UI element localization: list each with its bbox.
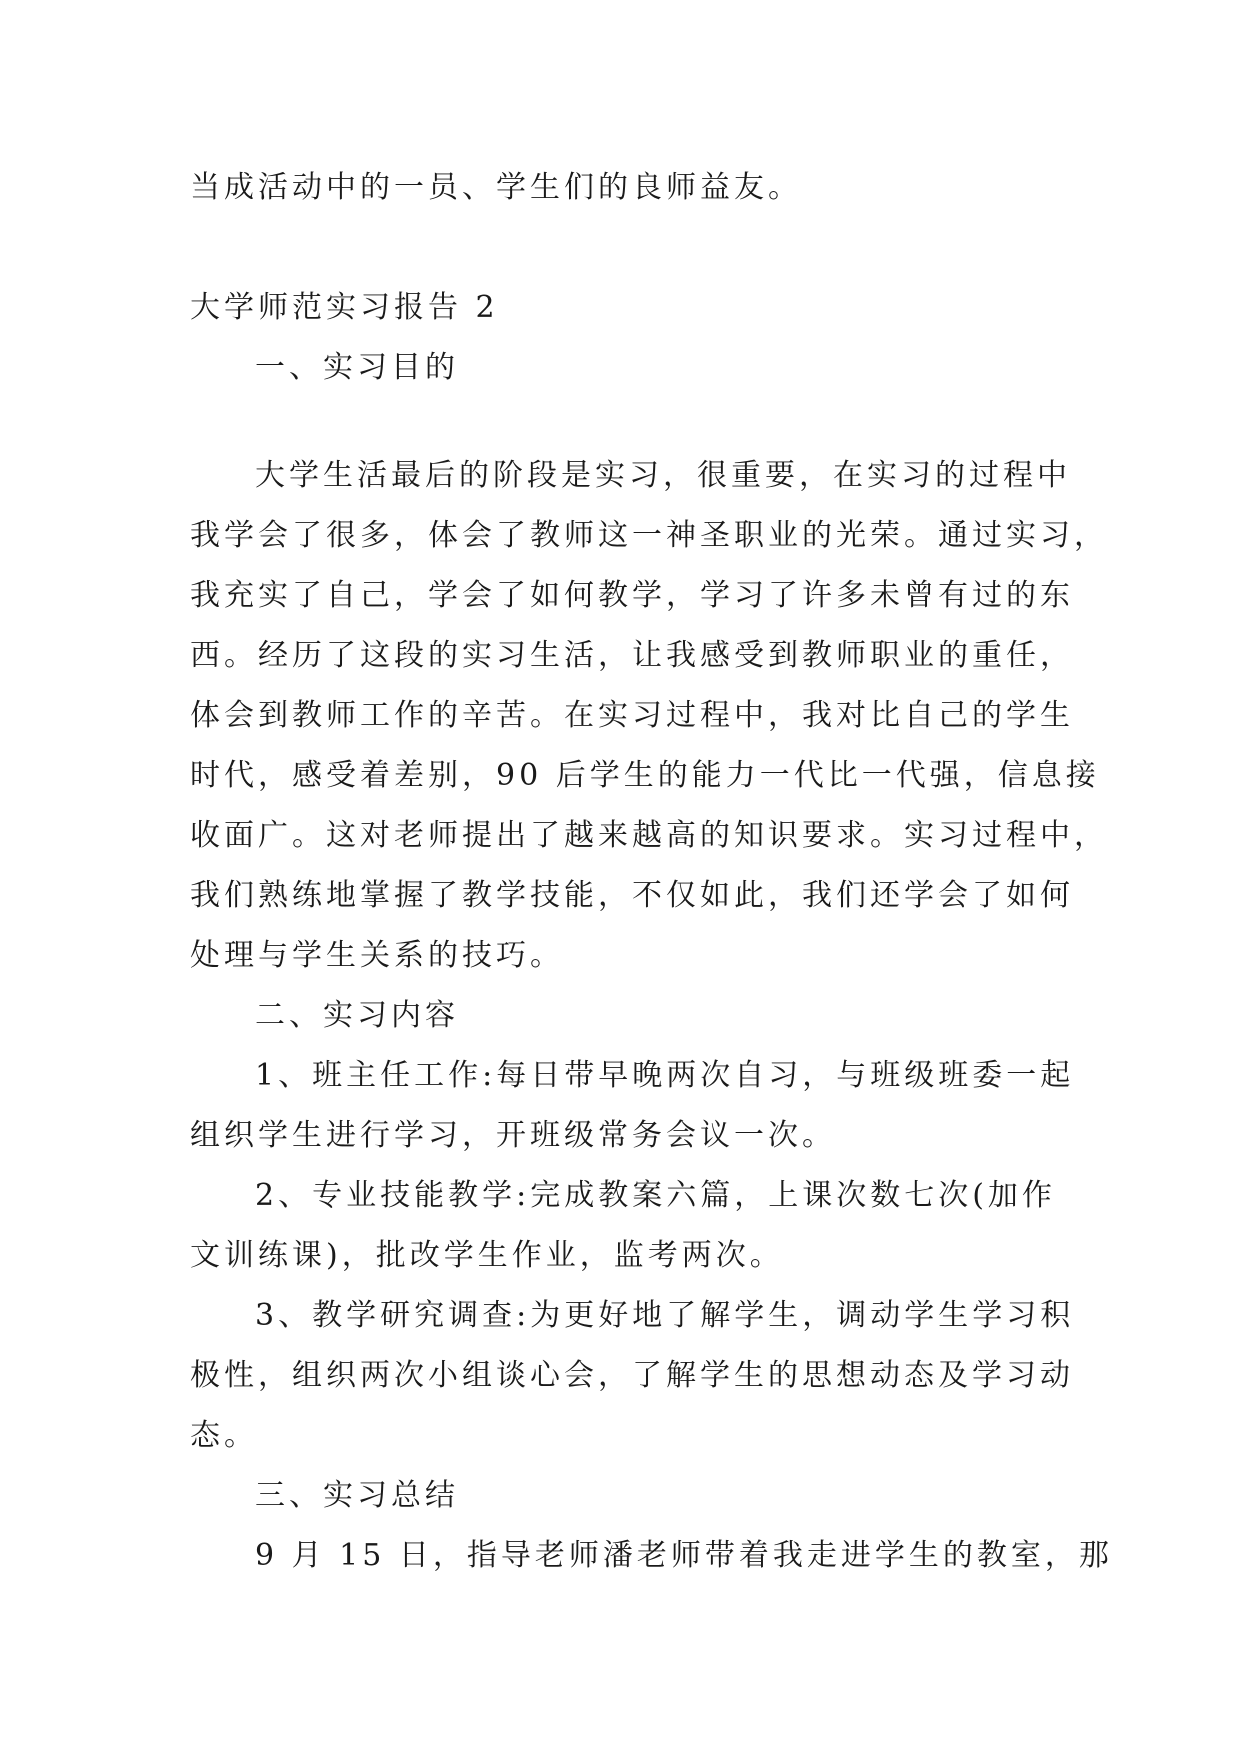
text-line: 文训练课)，批改学生作业，监考两次。: [190, 1238, 784, 1273]
heading-objective: 一、实习目的: [255, 350, 459, 385]
text-line: 收面广。这对老师提出了越来越高的知识要求。实习过程中，: [190, 818, 1108, 853]
text-line: 态。: [190, 1418, 258, 1453]
text-line: 我们熟练地掌握了教学技能，不仅如此，我们还学会了如何: [190, 878, 1074, 913]
text-line: 处理与学生关系的技巧。: [190, 938, 564, 973]
section-title: 大学师范实习报告 2: [190, 290, 499, 325]
text-line: 9 月 15 日，指导老师潘老师带着我走进学生的教室，那: [255, 1538, 1113, 1573]
text-line: 1、班主任工作:每日带早晚两次自习，与班级班委一起: [255, 1058, 1075, 1093]
heading-summary: 三、实习总结: [255, 1478, 459, 1513]
text-line: 体会到教师工作的辛苦。在实习过程中，我对比自己的学生: [190, 698, 1074, 733]
text-line: 组织学生进行学习，开班级常务会议一次。: [190, 1118, 836, 1153]
text-line: 极性，组织两次小组谈心会，了解学生的思想动态及学习动: [190, 1358, 1074, 1393]
text-line: 我学会了很多，体会了教师这一神圣职业的光荣。通过实习，: [190, 518, 1108, 553]
heading-content: 二、实习内容: [255, 998, 459, 1033]
text-line: 2、专业技能教学:完成教案六篇，上课次数七次(加作: [255, 1178, 1056, 1213]
text-line: 3、教学研究调查:为更好地了解学生，调动学生学习积: [255, 1298, 1075, 1333]
text-line: 大学生活最后的阶段是实习，很重要，在实习的过程中: [255, 458, 1071, 493]
text-line: 西。经历了这段的实习生活，让我感受到教师职业的重任，: [190, 638, 1074, 673]
text-line: 当成活动中的一员、学生们的良师益友。: [190, 170, 802, 205]
text-line: 我充实了自己，学会了如何教学，学习了许多未曾有过的东: [190, 578, 1074, 613]
text-line: 时代，感受着差别，90 后学生的能力一代比一代强，信息接: [190, 758, 1100, 793]
